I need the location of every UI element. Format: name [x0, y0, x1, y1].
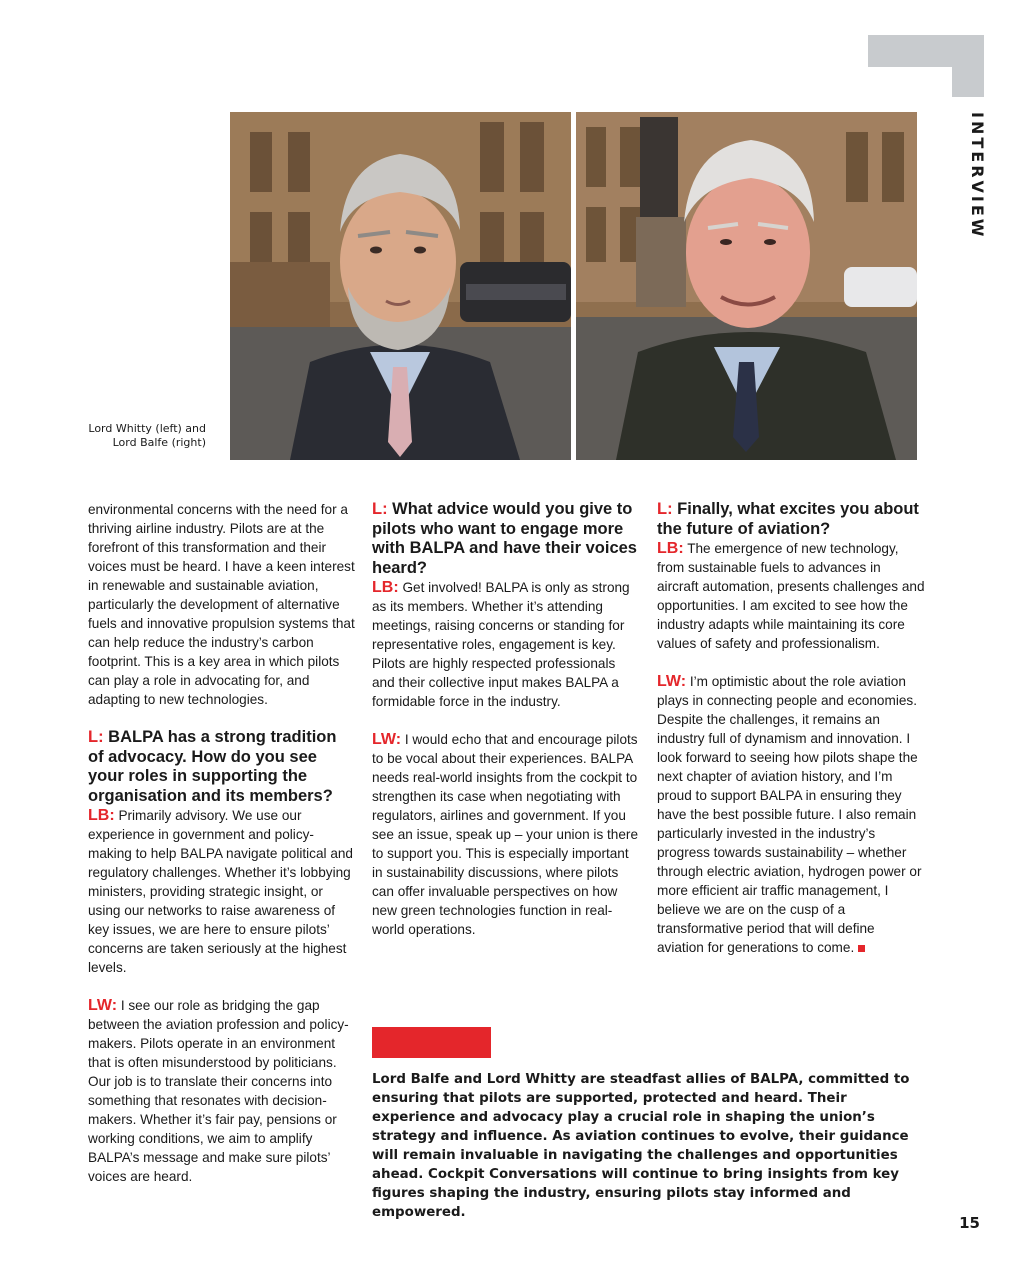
section-label: INTERVIEW: [968, 112, 987, 240]
answer-text: Primarily advisory. We use our experience in government and policy-making to help BALPA navigate political and regulatory challenges. Whether it’s lobbying ministers, providing strategic insight, or using our networks to raise awareness of key issues, we are here to ensure pilots’ concerns are taken seriously at the highest levels.: [88, 808, 353, 975]
speaker-tag-lb: LB:: [88, 807, 115, 824]
question-text: Finally, what excites you about the future of aviation?: [657, 500, 919, 538]
interviewer-tag: L:: [657, 500, 673, 518]
speaker-tag-lw: LW:: [657, 673, 687, 690]
article-column-2: [372, 500, 640, 939]
corner-tab-decoration-vertical: [952, 35, 984, 97]
summary-accent-bar: [372, 1027, 491, 1058]
interviewer-tag: L:: [88, 728, 104, 746]
article-column-1: [88, 500, 356, 1186]
question-heading: [88, 728, 356, 806]
article-column-3: [657, 500, 925, 957]
speaker-tag-lb: LB:: [372, 579, 399, 596]
question-text: What advice would you give to pilots who want to engage more with BALPA and have their voices heard?: [372, 500, 637, 577]
body-paragraph: environmental concerns with the need for a thriving airline industry. Pilots are at the forefront of this transformation and their voices must be heard. I have a keen interest in renewable and sustainable aviation, particularly the development of alternative fuels and innovative propulsion systems that can help reduce the industry’s carbon footprint. This is a key area in which pilots can play a role in advocating for, and adapting to new technologies.: [88, 502, 355, 707]
answer-text: Get involved! BALPA is only as strong as its members. Whether it’s attending meetings, raising concerns or standing for representative roles, engagement is key. Pilots are highly respected professionals and their collective input makes BALPA a formidable force in the industry.: [372, 580, 630, 709]
caption-line-2: Lord Balfe (right): [112, 436, 206, 449]
answer-paragraph: [88, 996, 356, 1186]
speaker-tag-lb: LB:: [657, 540, 684, 557]
question-heading: [372, 500, 640, 578]
caption-line-1: Lord Whitty (left) and: [88, 422, 206, 435]
answer-text: I would echo that and encourage pilots to be vocal about their experiences. BALPA needs real-world insights from the cockpit to strengthen its case when negotiating with regulators, airlines and government. If you see an issue, speak up – your union is there to support you. This is especially important in sustainability discussions, where pilots can offer invaluable perspectives on how new green technologies function in real-world operations.: [372, 732, 639, 937]
question-text: BALPA has a strong tradition of advocacy. How do you see your roles in supporting the organisation and its members?: [88, 728, 337, 805]
interviewer-tag: L:: [372, 500, 388, 518]
answer-text: The emergence of new technology, from sustainable fuels to advances in aircraft automation, presents challenges and opportunities. I am excited to see how the industry adapts while maintaining its core values of safety and professionalism.: [657, 541, 925, 651]
summary-paragraph: Lord Balfe and Lord Whitty are steadfast allies of BALPA, committed to ensuring that pilots are supported, protected and heard. Their experience and advocacy play a crucial role in shaping the union’s strategy and influence. As aviation continues to evolve, their guidance will remain invaluable in navigating the challenges and opportunities ahead. Cockpit Conversations will continue to bring insights from key figures shaping the industry, ensuring pilots stay informed and empowered.: [372, 1072, 910, 1220]
speaker-tag-lw: LW:: [372, 731, 402, 748]
answer-text: I’m optimistic about the role aviation plays in connecting people and economies. Despite the challenges, it remains an industry full of dynamism and innovation. I look forward to seeing how pilots shape the next chapter of aviation history, and I’m proud to support BALPA in ensuring they have the best possible future. I also remain particularly invested in the industry’s progress towards sustainability – whether through electric aviation, hydrogen power or more efficient air traffic management, I believe we are on the cusp of a transformative period that will define aviation for generations to come.: [657, 674, 922, 955]
photo-caption: [60, 422, 206, 450]
photo-lord-whitty: [230, 112, 571, 460]
page-number: 15: [959, 1214, 980, 1232]
answer-paragraph: [372, 578, 640, 711]
speaker-tag-lw: LW:: [88, 997, 118, 1014]
end-of-article-mark: [858, 945, 865, 952]
answer-paragraph: [372, 730, 640, 939]
answer-paragraph: [657, 539, 925, 653]
answer-paragraph: [88, 806, 356, 977]
question-heading: [657, 500, 925, 539]
answer-text: I see our role as bridging the gap between the aviation profession and policy-makers. Pilots operate in an environment that is often misunderstood by politicians. Our job is to translate their concerns into something that resonates with decision-makers. Whether it’s fair pay, pensions or working conditions, we aim to amplify BALPA’s message and make sure pilots’ voices are heard.: [88, 998, 349, 1184]
photo-lord-balfe: [576, 112, 917, 460]
answer-paragraph: [657, 672, 925, 957]
